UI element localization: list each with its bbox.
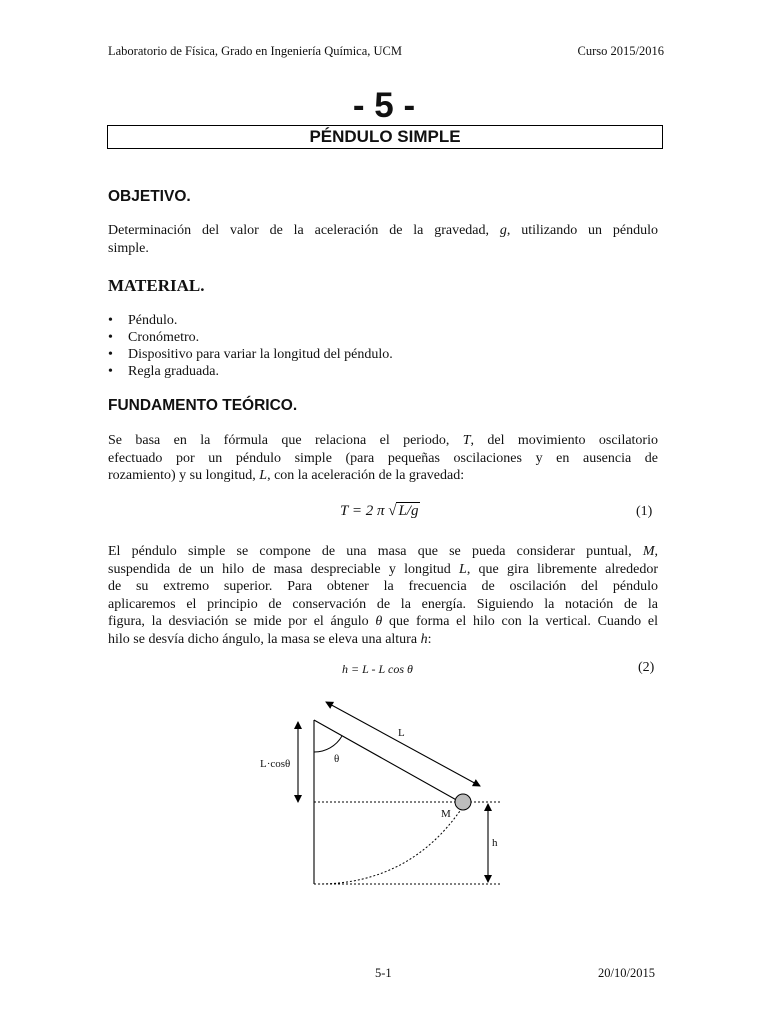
p2-text-c: suspendida de un hilo de masa despreciable y longitud bbox=[108, 561, 460, 577]
p1-line-2: efectuado por un péndulo simple (para pequeñas oscilaciones y en ausencia de bbox=[108, 450, 658, 466]
p1-text-c: rozamiento) y su longitud, bbox=[108, 468, 260, 483]
eq1-lhs: T = 2 bbox=[340, 503, 377, 519]
p1-text-b: , del movimiento oscilatorio bbox=[470, 433, 658, 448]
label-theta: θ bbox=[334, 753, 340, 765]
eq2-text: h = L - L cos θ bbox=[342, 662, 413, 676]
running-header-course: Laboratorio de Física, Grado en Ingeniería Química, UCM bbox=[108, 44, 403, 58]
p2-text-f: que forma el hilo con la vertical. Cuando el bbox=[382, 614, 658, 629]
eq1-radicand: L/g bbox=[398, 503, 419, 519]
p2-text-a: El péndulo simple se compone de una masa que se pueda considerar puntual, bbox=[108, 544, 643, 559]
p2-line-3: de su extremo superior. Para obtener la frecuencia de oscilación del péndulo bbox=[108, 579, 658, 594]
label-h: h bbox=[492, 837, 498, 849]
equation-number-1: (1) bbox=[636, 504, 653, 519]
list-item: • Dispositivo para variar la longitud del péndulo. bbox=[108, 346, 393, 363]
pendulum-mass bbox=[455, 794, 471, 810]
objetivo-text-a: Determinación del valor de la aceleración de la gravedad, bbox=[108, 223, 500, 238]
eq1-pi: π bbox=[376, 503, 385, 519]
p2-text-b: , bbox=[654, 544, 658, 559]
equation-number-2: (2) bbox=[638, 660, 655, 675]
angle-arc bbox=[314, 736, 342, 752]
p2-text-h: : bbox=[427, 631, 432, 647]
page-title: PÉNDULO SIMPLE bbox=[107, 125, 663, 149]
p2-line-4: aplicaremos el principio de conservación de la energía. Siguiendo la notación de la bbox=[108, 596, 658, 612]
var-L: L bbox=[259, 468, 268, 483]
length-arrow bbox=[326, 702, 480, 786]
var-h: h bbox=[420, 631, 428, 647]
label-L: L bbox=[398, 727, 405, 739]
var-g: g bbox=[499, 223, 507, 238]
objetivo-text-b: , utilizando un péndulo bbox=[506, 223, 658, 238]
footer-date: 20/10/2015 bbox=[598, 966, 655, 980]
section-heading-objetivo: OBJETIVO. bbox=[108, 188, 191, 205]
p1-text-a: Se basa en la fórmula que relaciona el periodo, bbox=[108, 433, 463, 448]
p2-text-e: figura, la desviación se mide por el ángulo bbox=[108, 614, 376, 629]
var-theta: θ bbox=[375, 614, 383, 629]
var-M: M bbox=[642, 544, 655, 559]
objetivo-line-2: simple. bbox=[108, 240, 149, 256]
p1-text-d: , con la aceleración de la gravedad: bbox=[267, 468, 465, 483]
list-item: • Regla graduada. bbox=[108, 363, 393, 380]
label-M: M bbox=[441, 808, 451, 820]
list-item: • Cronómetro. bbox=[108, 329, 393, 346]
chapter-number: - 5 - bbox=[352, 86, 416, 125]
list-item: • Péndulo. bbox=[108, 312, 393, 329]
section-heading-fundamento: FUNDAMENTO TEÓRICO. bbox=[108, 397, 298, 414]
var-T: T bbox=[462, 433, 471, 448]
p2-text-g: hilo se desvía dicho ángulo, la masa se eleva una altura bbox=[108, 631, 421, 647]
page-number: 5-1 bbox=[375, 966, 392, 980]
label-lcos: L·cosθ bbox=[260, 758, 291, 770]
running-header-year: Curso 2015/2016 bbox=[577, 44, 664, 58]
sqrt-symbol: √ bbox=[388, 503, 397, 519]
var-L: L bbox=[459, 561, 467, 577]
section-heading-material: MATERIAL. bbox=[108, 276, 205, 295]
p2-text-d: , que gira libremente alrededor bbox=[466, 561, 658, 577]
